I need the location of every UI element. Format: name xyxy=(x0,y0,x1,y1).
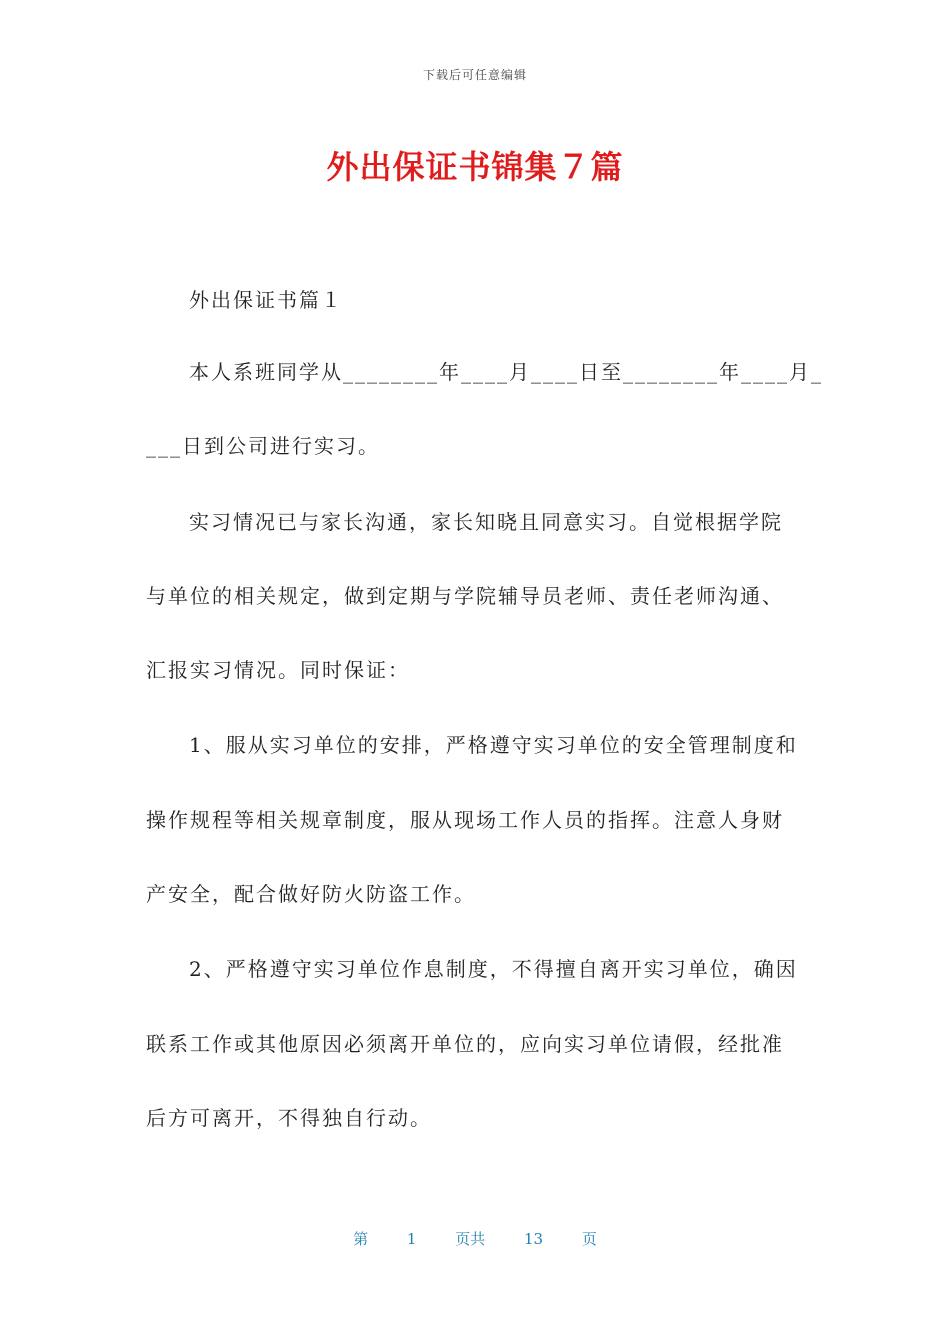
page-number: 1 xyxy=(406,1230,417,1248)
paragraph-line: 联系工作或其他原因必须离开单位的，应向实习单位请假，经批准 xyxy=(146,1032,784,1056)
paragraph-line: ___日到公司进行实习。 xyxy=(146,434,380,458)
paragraph-line: 汇报实习情况。同时保证： xyxy=(146,658,410,682)
section-heading: 外出保证书篇１ xyxy=(189,288,343,312)
paragraph-line: 2、严格遵守实习单位作息制度，不得擅自离开实习单位，确因 xyxy=(189,957,798,981)
paragraph-line: 操作规程等相关规章制度，服从现场工作人员的指挥。注意人身财 xyxy=(146,808,784,832)
paragraph-line: 产安全，配合做好防火防盗工作。 xyxy=(146,882,476,906)
document-title: 外出保证书锦集７篇 xyxy=(326,148,624,186)
paragraph-line: 本人系班同学从________年____月____日至________年____月_ xyxy=(189,360,823,384)
page-label-suffix: 页 xyxy=(581,1230,597,1248)
page-label-mid: 页共 xyxy=(455,1230,486,1248)
paragraph-line: 实习情况已与家长沟通，家长知晓且同意实习。自觉根据学院 xyxy=(189,510,783,534)
paragraph-line: 1、服从实习单位的安排，严格遵守实习单位的安全管理制度和 xyxy=(189,733,798,757)
page-label-prefix: 第 xyxy=(353,1230,369,1248)
page-footer xyxy=(0,1228,950,1249)
paragraph-line: 后方可离开，不得独自行动。 xyxy=(146,1106,432,1130)
total-pages: 13 xyxy=(524,1230,544,1248)
header-note: 下载后可任意编辑 xyxy=(422,68,527,82)
paragraph-line: 与单位的相关规定，做到定期与学院辅导员老师、责任老师沟通、 xyxy=(146,584,784,608)
